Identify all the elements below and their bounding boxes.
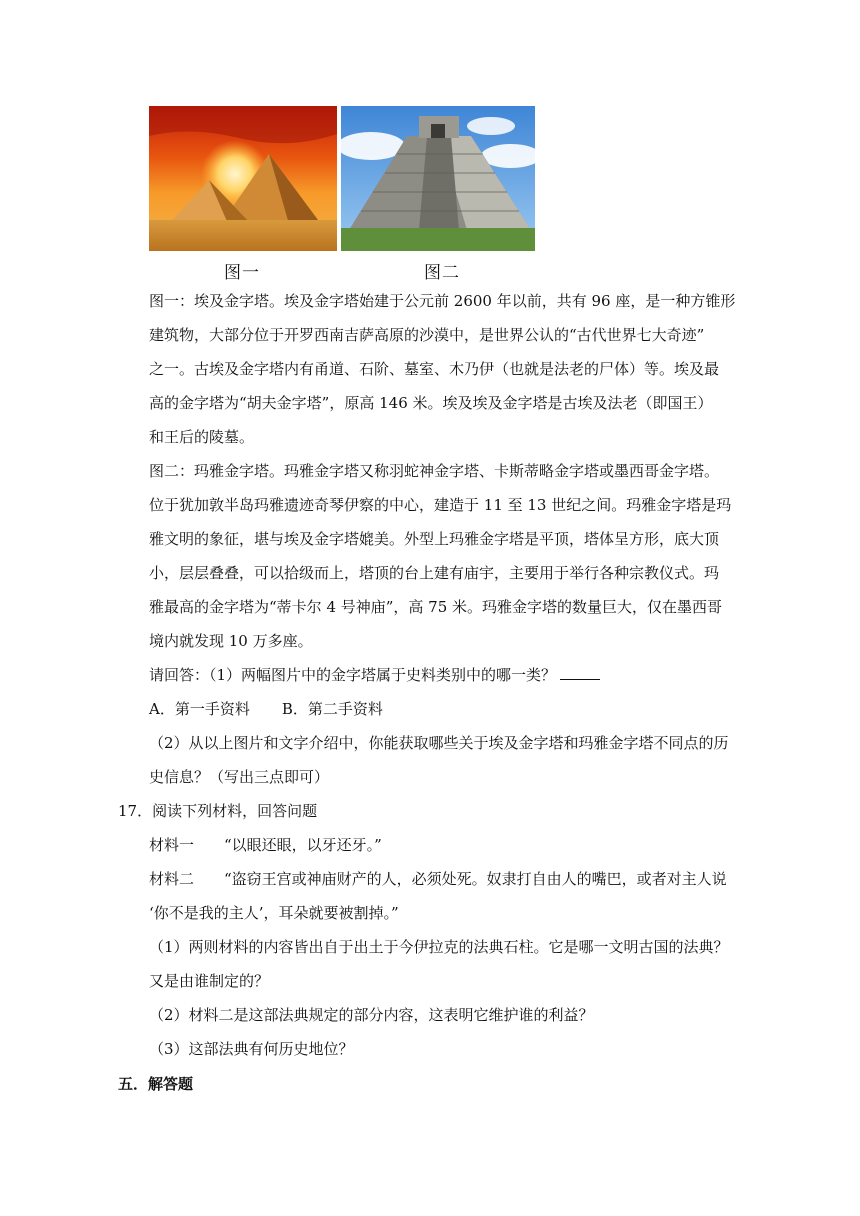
q16-text-line: 雅文明的象征，堪与埃及金字塔媲美。外型上玛雅金字塔是平顶，塔体呈方形，底大顶 <box>149 530 720 548</box>
q16-text-line: 图二：玛雅金字塔。玛雅金字塔又称羽蛇神金字塔、卡斯蒂略金字塔或墨西哥金字塔。 <box>149 462 720 480</box>
q16-text-line: 位于犹加敦半岛玛雅遗迹奇琴伊察的中心，建造于 11 至 13 世纪之间。玛雅金字塔是玛 <box>149 496 732 514</box>
figure-group <box>149 106 535 284</box>
q17-sub3: （3）这部法典有何历史地位？ <box>149 1040 354 1058</box>
figure-2-caption: 图二 <box>424 263 460 283</box>
q16-text-line: 和王后的陵墓。 <box>149 428 255 446</box>
q17-material-2-line: 材料二 “盗窃王宫或神庙财产的人，必须处死。奴隶打自由人的嘴巴，或者对主人说 <box>149 870 727 888</box>
option-a[interactable]: A．第一手资料 <box>149 700 250 718</box>
q16-text-line: 建筑物，大部分位于开罗西南吉萨高原的沙漠中，是世界公认的“古代世界七大奇迹” <box>149 326 705 344</box>
q17-sub2: （2）材料二是这部法典规定的部分内容，这表明它维护谁的利益？ <box>149 1006 594 1024</box>
option-b[interactable]: B．第二手资料 <box>281 700 383 718</box>
q16-options <box>149 699 383 719</box>
q16-sub2-line: （2）从以上图片和文字介绍中，你能获取哪些关于埃及金字塔和玛雅金字塔不同点的历 <box>149 734 729 752</box>
q17-title: 17．阅读下列材料，回答问题 <box>118 802 318 820</box>
q16-text-line: 之一。古埃及金字塔内有甬道、石阶、墓室、木乃伊（也就是法老的尸体）等。埃及最 <box>149 360 720 378</box>
q17-sub1-line: （1）两则材料的内容皆出自于出土于今伊拉克的法典石柱。它是哪一文明古国的法典？ <box>149 938 729 956</box>
q17-material-1: 材料一 “以眼还眼，以牙还牙。” <box>149 836 382 854</box>
q16-text-line: 图一：埃及金字塔。埃及金字塔始建于公元前 2600 年以前，共有 96 座，是一种方锥形 <box>149 292 736 310</box>
figure-1-caption: 图一 <box>224 263 260 283</box>
mayan-pyramid-image <box>341 106 535 251</box>
q16-text-line: 小，层层叠叠，可以拾级而上，塔顶的台上建有庙宇，主要用于举行各种宗教仪式。玛 <box>149 564 720 582</box>
q16-text-line: 雅最高的金字塔为“蒂卡尔 4 号神庙”，高 75 米。玛雅金字塔的数量巨大，仅在墨西哥 <box>149 598 723 616</box>
q16-prompt <box>149 665 600 685</box>
q16-text-line: 境内就发现 10 万多座。 <box>149 632 313 650</box>
q16-text-line: 高的金字塔为“胡夫金字塔”，原高 146 米。埃及埃及金字塔是古埃及法老（即国王） <box>149 394 713 412</box>
q16-sub2-line: 史信息？（写出三点即可） <box>149 768 330 786</box>
q17-sub1-line: 又是由谁制定的？ <box>149 972 270 990</box>
q17-material-2-line: ‘你不是我的主人’，耳朵就要被割掉。” <box>149 904 399 922</box>
answer-blank[interactable] <box>560 665 600 680</box>
egyptian-pyramid-image <box>149 106 337 251</box>
section-5-heading: 五．解答题 <box>118 1075 194 1093</box>
q16-prompt-text: 请回答：（1）两幅图片中的金字塔属于史料类别中的哪一类？ <box>149 666 557 684</box>
